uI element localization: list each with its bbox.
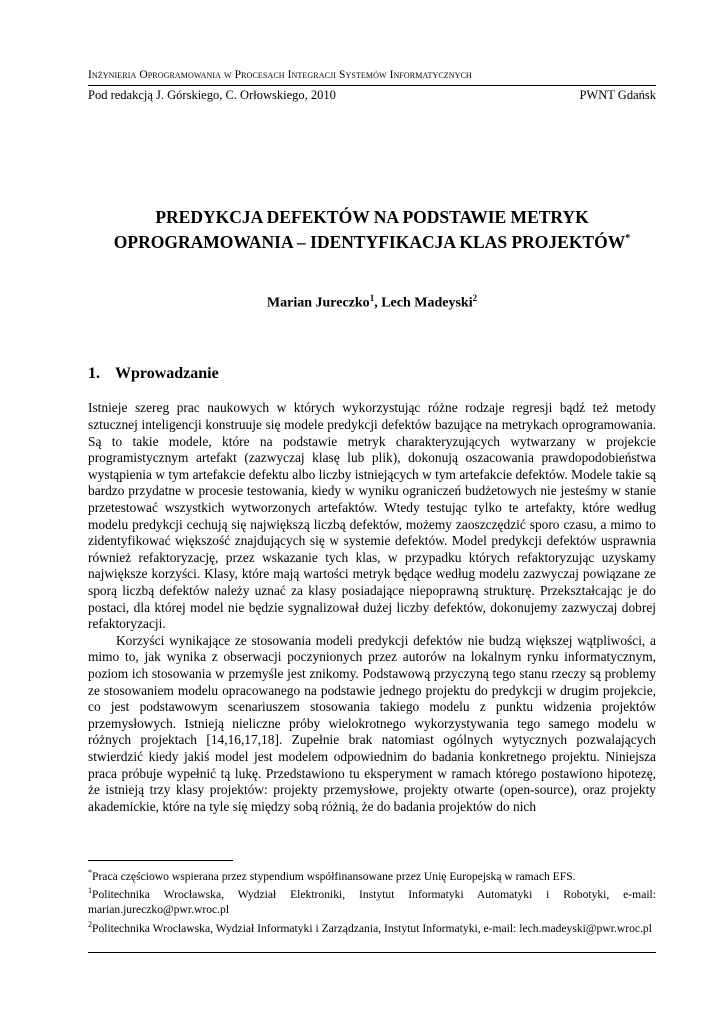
title-line-1: PREDYKCJA DEFEKTÓW NA PODSTAWIE METRYK <box>155 207 589 227</box>
paragraph: Korzyści wynikające ze stosowania modeli predykcji defektów nie budzą większej wątpliwości, a mimo to, jak wynika z obserwacji poczynionych przez autorów na lokalnym rynku informatycznym, poziom ich stosowania w przemyśle jest znikomy. Podstawową przyczyną tego stanu rzeczy są problemy ze stosowaniem modelu opracowanego na podstawie jednego projektu do predykcji w drugim projekcie, co jest podstawowym scenariuszem stosowania takiego modelu z punktu widzenia projektów przemysłowych. Istnieją nieliczne próby wielokrotnego wykorzystywania tego samego modelu w różnych projektach [14,16,17,18]. Zupełnie brak natomiast ogólnych wytycznych pozwalających stwierdzić kiedy jakiś model jest modelem odpowiednim do badania konkretnego projektu. Niniejsza praca próbuje wypełnić tą lukę. Przedstawiono tu eksperyment w ramach którego postawiono hipotezę, że istnieją trzy klasy projektów: projekty przemysłowe, projekty otwarte (open-source), oraz projekty akademickie, które na tyle się między sobą różnią, że do badania projektów do nich <box>88 632 656 814</box>
footnote <box>88 884 656 917</box>
page-content <box>88 68 656 815</box>
header-row <box>88 86 656 103</box>
footnote-text: Praca częściowo wspierana przez stypendium współfinansowane przez Unię Europejską w ramach EFS. <box>92 869 576 883</box>
author-1: Marian Jureczko <box>266 295 370 311</box>
paragraph: Istnieje szereg prac naukowych w których wykorzystując różne rodzaje regresji bądź też metody sztucznej inteligencji konstruuje się modele predykcji defektów bazujące na metrykach oprogramowania. Są to takie modele, które na podstawie metryk charakteryzujących wytwarzany w projekcie programistycznym artefakt (zazwyczaj klasę lub plik), dokonują oszacowania prawdopodobieństwa wystąpienia w tym artefakcie defektu albo liczby istniejących w tym artefakcie defektów. Modele takie są bardzo przydatne w procesie testowania, kiedy w wyniku ograniczeń budżetowych nie jesteśmy w stanie przetestować wszystkich wytworzonych artefaktów. Wtedy testując tylko te artefakty, które według modelu predykcji cechują się największą liczbą defektów, możemy zaoszczędzić sporo czasu, a mimo to zidentyfikować większość znajdujących się w systemie defektów. Model predykcji defektów usprawnia również refaktoryzację, przez wskazanie tych klas, w przypadku których refaktoryzując uzyskamy największe korzyści. Klasy, które mają wartości metryk będące według modelu zazwyczaj powiązane ze sporą liczbą defektów należy uznać za klasy posiadające niepoprawną strukturę. Przekształcając je do postaci, dla której model nie będzie sygnalizował dużej liczby defektów, dokonujemy zazwyczaj dobrej refaktoryzacji. <box>88 400 656 632</box>
series-header: Inżynieria Oprogramowania w Procesach Integracji Systemów Informatycznych <box>88 68 656 86</box>
author-1-mark: 1 <box>369 292 375 303</box>
section-title: Wprowadzanie <box>115 365 219 383</box>
section-heading <box>88 364 656 384</box>
bottom-rule <box>88 952 656 953</box>
footnote-mark: 2 <box>88 919 92 929</box>
author-2-mark: 2 <box>472 292 478 303</box>
paper-title <box>88 207 656 253</box>
title-line-2-text: OPROGRAMOWANIA – IDENTYFIKACJA KLAS PROJEKTÓW <box>113 231 626 252</box>
footnote-mark: 1 <box>88 886 92 896</box>
body-text <box>88 400 656 815</box>
footnote <box>88 918 656 936</box>
title-footnote-mark: * <box>625 233 631 244</box>
section-number: 1. <box>88 365 100 383</box>
footnote-rule <box>88 860 233 861</box>
footnotes <box>88 860 656 936</box>
footnote-mark: * <box>88 868 92 877</box>
editors-line: Pod redakcją J. Górskiego, C. Orłowskiego, 2010 <box>88 88 336 102</box>
publisher-line: PWNT Gdańsk <box>579 88 656 102</box>
footnote-text: Politechnika Wrocławska, Wydział Elektroniki, Instytut Informatyki Automatyki i Robotyki, e-mail: marian.jureczko@pwr.wroc.pl <box>88 888 656 916</box>
author-2: Lech Madeyski <box>381 295 473 311</box>
footnote-text: Politechnika Wrocławska, Wydział Informatyki i Zarządzania, Instytut Informatyki, e-mail: lech.madeyski@pwr.wroc.pl <box>92 921 652 935</box>
footnote <box>88 866 656 884</box>
author-separator: , <box>374 295 382 311</box>
authors <box>88 289 656 313</box>
title-line-2 <box>88 228 656 253</box>
